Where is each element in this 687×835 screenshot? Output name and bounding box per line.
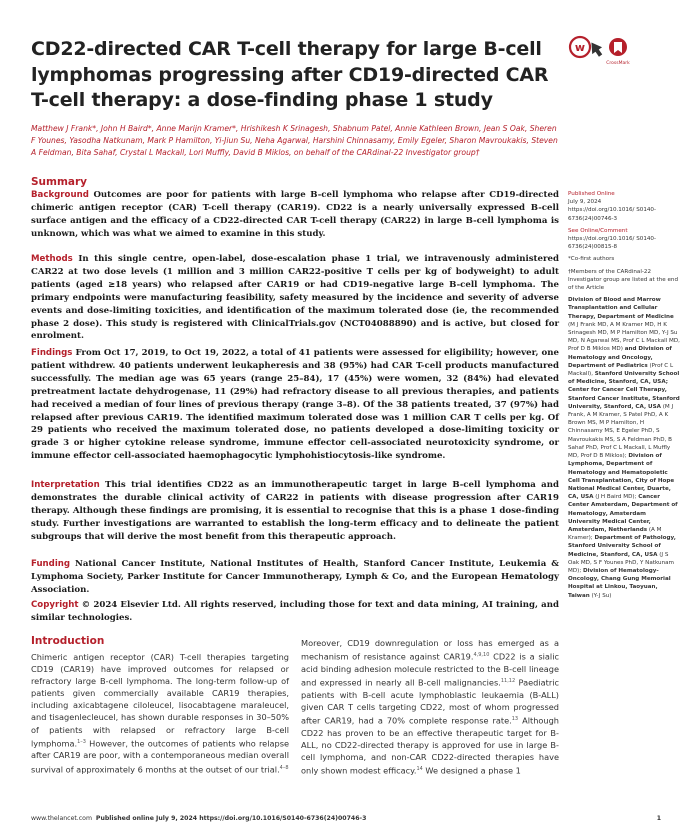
intro-column-2 (301, 637, 559, 777)
footer-publication: Published online July 9, 2024 https://doi.org/10.1016/S0140-6736(24)00746-3 (95, 815, 367, 822)
affiliation-institution: Department of Pathology, Stanford University School of Medicine, Stanford, CA, USA (568, 535, 676, 558)
crossmark-label: CrossMark (606, 61, 630, 66)
abstract-text: This trial identifies CD22 as an immunotherapeutic target in large B-cell lymphoma and demonstrates the durable clinical activity of CAR22 in patients with disease progression after CAR19 therapy. Although these findings are promising, it is essential to recognise that this is a phase 1 dose-finding study. Further investigations are warranted to establish the long-term efficacy and to delineate the patient subgroups that will derive the most benefit from this therapeutic approach. (31, 480, 559, 542)
affiliation-names: (J H Baird MD); (593, 494, 639, 501)
svg-text:w: w (574, 41, 586, 54)
abstract-label: Background (31, 190, 89, 200)
affiliations (568, 296, 680, 600)
article-title: CD22-directed CAR T-cell therapy for large B-cell lymphomas progressing after CD19-directed CAR T-cell therapy: a dose-finding phase 1 study (31, 38, 549, 111)
intro-column-1 (31, 651, 289, 775)
affiliation-institution: Division of Lymphoma, Department of Hematology and Hematopoietic Cell Transplantation, City of Hope National Medical Center, Duarte, CA, USA (568, 453, 675, 501)
abstract-label: Interpretation (31, 480, 100, 490)
abstract-text: National Cancer Institute, National Institutes of Health, Stanford Cancer Institute, Leukemia & Lymphoma Society, Parker Institute for Cancer Immunotherapy, Lymph & Co, and the European Hematology Association. (31, 559, 559, 595)
wellcome-logo (570, 37, 590, 57)
crossmark-icon[interactable] (606, 38, 630, 66)
citation[interactable]: 11,12 (500, 678, 516, 685)
abstract-label: Copyright (31, 600, 79, 610)
header-logos (568, 35, 648, 71)
comment-doi-link[interactable]: https://doi.org/10.1016/ S0140-6736(24)00815-8 (568, 236, 657, 251)
abstract-funding (31, 558, 559, 597)
abstract-background (31, 189, 559, 241)
abstract-text: In this single centre, open-label, dose-escalation phase 1 trial, we intravenously administered CAR22 at two dose levels (1 million and 3 million CAR22-positive T cells per kg of bodyweight) to adult patients (aged ≥18 years) who relapsed after CAR19 or had CD19-negative large B-cell lymphoma. The primary endpoints were manufacturing feasibility, safety measured by the incidence and severity of adverse events and dose-limiting toxicities, and identification of the maximum tolerated dose (ie, the recommended phase 2 dose). This study is registered with ClinicalTrials.gov (NCT04088890) and is active, but closed for enrolment. (31, 254, 559, 342)
intro-text: Moreover, CD19 downregulation or loss has emerged as a mechanism of resistance against CAR19. (301, 638, 559, 662)
citation[interactable]: 13 (511, 716, 519, 723)
citation[interactable]: 1–3 (77, 738, 86, 745)
intro-text: Paediatric patients with B-cell acute lymphoblastic leukaemia (B-ALL) given CAR T cells targeting CD22, most of whom progressed after CAR19, had a 70% complete response rate. (301, 677, 559, 726)
abstract-copyright (31, 599, 559, 625)
published-label: Published Online (568, 191, 615, 197)
abstract-text: From Oct 17, 2019, to Oct 19, 2022, a total of 41 patients were assessed for eligibility; however, one patient withdrew. 40 patients underwent leukapheresis and 38 (95%) had CAR T-cell products manufactured successfully. The median age was 65 years (range 25–84), 17 (45%) were women, 32 (84%) had elevated pretreatment lactate dehydrogenase, 11 (29%) had refractory disease to all previous therapies, and patients had received a median of four lines of previous therapy (range 3–8). Of the 38 patients treated, 37 (97%) had relapsed after previous CAR19. The identified maximum tolerated dose was 1 million CAR T cells per kg. Of 29 patients who received the maximum tolerated dose, no patients developed a dose-limiting toxicity or grade 3 or higher cytokine release syndrome, immune effector cell-associated neurotoxicity syndrome, or immune effector cell-associated haemophagocytic lymphohistiocytosis-like syndrome. (31, 348, 559, 462)
affiliation-institution: Cancer Center Amsterdam, Department of Hematology, Amsterdam University Medical Center, Amsterdam, Netherlands (568, 494, 678, 533)
abstract-methods (31, 253, 559, 343)
introduction-heading: Introduction (31, 635, 105, 647)
intro-text: CD22 is a sialic acid binding adhesion molecule restricted to the B-cell lineage and expressed in nearly all B-cell malignancies. (301, 651, 559, 688)
affiliation-names: (Y-J Su) (589, 592, 612, 599)
affiliation-names: (J S Oak MD, S F Younes PhD, Y Natkunam MD); (568, 551, 674, 574)
page-number: 1 (656, 815, 661, 822)
publication-info (568, 190, 680, 223)
affiliation-institution: and Division of Hematology and Oncology, Department of Pediatrics (568, 346, 672, 369)
summary-heading: Summary (31, 176, 88, 188)
intro-text: Chimeric antigen receptor (CAR) T-cell therapies targeting CD19 (CAR19) have improved outcomes for relapsed or refractory large B-cell lymphoma. The long-term follow-up of patients given commercially available CAR19 therapies, including axicabtagene ciloleucel, lisocabtagene maraleucel, and tisagenlecleucel, has shown durable responses in 30–50% of patients with relapsed or refractory large B-cell lymphoma. (31, 652, 289, 749)
published-date: July 9, 2024 (568, 199, 602, 206)
cofirst-note: *Co-first authors (568, 256, 615, 263)
members-note: †Members of the CARdinal-22 Investigator group are listed at the end of the Article (568, 268, 679, 292)
abstract-findings (31, 347, 559, 463)
affiliation-names: (A M Kramer); (568, 526, 662, 542)
comment-info (568, 227, 680, 252)
affiliation-names: (Prof C L Mackall), (568, 362, 674, 378)
page-footer (31, 815, 661, 822)
margin-sidebar (568, 190, 680, 604)
abstract-text: © 2024 Elsevier Ltd. All rights reserved, including those for text and data mining, AI training, and similar technologies. (31, 600, 559, 623)
affiliation-names: (M J Frank, A M Kramer, S Patel PhD, A K Brown MS, M P Hamilton, H Chinnasamy MS, E Egeler PhD, S Mavroukakis MS, S A Feldman PhD, B Sahaf PhD, Prof C L Mackall, L Muffly MD, Prof D B Miklos); (568, 403, 674, 460)
abstract-interpretation (31, 479, 559, 544)
citation[interactable]: 4,9,10 (473, 652, 490, 659)
affiliation-institution: Division of Hematology-Oncology, Chang Gung Memorial Hospital at Linkou, Taoyuan, Taiwan (568, 567, 671, 599)
abstract-label: Methods (31, 254, 73, 264)
affiliation-institution: Stanford University School of Medicine, Stanford, CA, USA; Center for Cancer Cell Therapy, Stanford Cancer Institute, Stanford University, Stanford, CA, USA (568, 371, 680, 410)
citation[interactable]: 14 (416, 766, 423, 773)
journal-site[interactable]: www.thelancet.com (31, 815, 92, 822)
logo-graphics (568, 35, 648, 71)
intro-text: Although CD22 has proven to be an effective therapeutic target for B-ALL, no CD22-directed therapy is approved for use in large B-cell lymphoma, and non-CAR CD22-directed therapies have only shown modest efficacy. (301, 715, 559, 776)
intro-text: However, the outcomes of patients who relapse after CAR19 are poor, with a contemporaneous median overall survival of approximately 6 months at the outset of our trial. (31, 738, 289, 775)
affiliation-names: (M J Frank MD, A M Kramer MD, H K Srinagesh MD, M P Hamilton MD, Y-J Su MD, N Agarwal MS, Prof C L Mackall MD, Prof D B Miklos MD) (568, 321, 680, 353)
affiliation-institution: Division of Blood and Marrow Transplantation and Cellular Therapy, Department of Medicine (568, 297, 674, 320)
abstract-label: Funding (31, 559, 71, 569)
article-doi-link[interactable]: https://doi.org/10.1016/ S0140-6736(24)00746-3 (568, 207, 657, 222)
see-comment-label: See Online/Comment (568, 227, 628, 234)
author-list: Matthew J Frank*, John H Baird*, Anne Marijn Kramer*, Hrishikesh K Srinagesh, Shabnum Patel, Annie Kathleen Brown, Jean S Oak, Sheren F Younes, Yasodha Natkunam, Mark P Hamilton, Yi-Jiun Su, Neha Agarwal, Harshini Chinnasamy, Emily Egeler, Sharon Mavroukakis, Steven A Feldman, Bita Sahaf, Crystal L Mackall, Lori Muffly, David B Miklos, on behalf of the CARdinal-22 Investigator group† (31, 124, 558, 157)
abstract-text: Outcomes are poor for patients with large B-cell lymphoma who relapse after CD19-directed chimeric antigen receptor (CAR) T-cell therapy (CAR19). CD22 is a nearly universally expressed B-cell surface antigen and the efficacy of a CD22-directed CAR T-cell therapy (CAR22) in large B-cell lymphoma is unknown, which was what we aimed to examine in this study. (31, 190, 559, 239)
abstract-label: Findings (31, 348, 73, 358)
citation[interactable]: 4–8 (279, 764, 289, 771)
intro-text: We designed a phase 1 (422, 765, 521, 776)
